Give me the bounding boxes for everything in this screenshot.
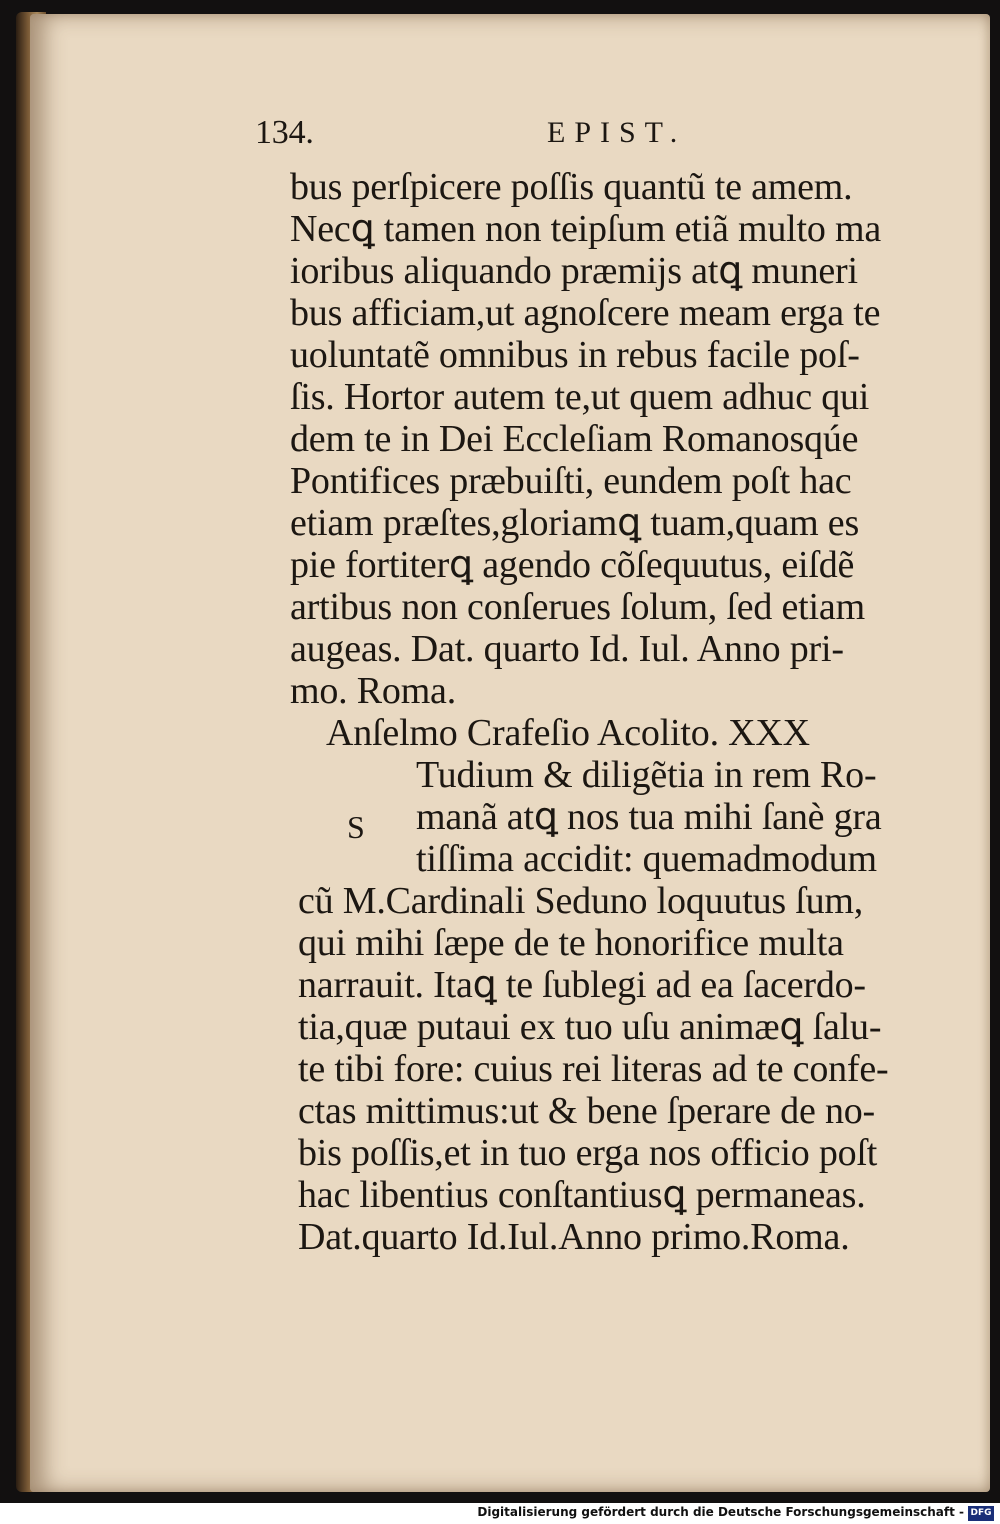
funding-credit: Digitalisierung gefördert durch die Deutsche Forschungsgemeinschaft - [477,1505,964,1519]
text-line: ioribus aliquando præmijs atꝗ muneri [290,250,858,292]
text-line: tia,quæ putaui ex tuo uſu animæꝗ ſalu- [298,1006,882,1048]
text-line: Dat.quarto Id.Iul.Anno primo.Roma. [298,1216,850,1258]
text-line: Pontifices præbuiſti, eundem poſt hac [290,460,852,502]
running-header: EPIST. [547,116,687,149]
text-line: narrauit. Itaꝗ te ſublegi ad ea ſacerdo- [298,964,866,1006]
text-line: ctas mittimus:ut & bene ſperare de no- [298,1090,876,1132]
text-line: etiam præſtes,gloriamꝗ tuam,quam es [290,502,860,544]
initial-letter: S [347,809,365,845]
text-line: cũ M.Cardinali Seduno loquutus ſum, [298,880,864,922]
text-line: artibus non conſerues ſolum, ſed etiam [290,586,865,628]
text-line: hac libentius conſtantiusꝗ permaneas. [298,1174,866,1216]
footer-bar [0,1503,1000,1524]
text-line: bus afficiam,ut agnoſcere meam erga te [290,292,881,334]
text-line: qui mihi ſæpe de te honorifice multa [298,922,844,964]
text-line: mo. Roma. [290,670,457,712]
text-line: bus perſpicere poſſis quantũ te amem. [290,166,853,208]
text-line: Tudium & diligẽtia in rem Ro- [416,754,877,796]
page-number: 134. [255,114,314,151]
letter-heading: Anſelmo Crafeſio Acolito. XXX [326,712,810,754]
text-line: pie fortiterꝗ agendo cõſequutus, eiſdẽ [290,544,855,586]
dfg-logo: DFG [968,1506,994,1521]
text-line: te tibi fore: cuius rei literas ad te confe- [298,1048,889,1090]
text-line: Necꝗ tamen non teipſum etiã multo ma [290,208,881,250]
text-line: bis poſſis,et in tuo erga nos officio poſt [298,1132,878,1174]
text-line: tiſſima accidit: quemadmodum [416,838,877,880]
text-line: ſis. Hortor autem te,ut quem adhuc qui [290,376,870,418]
text-line: manã atꝗ nos tua mihi ſanè gra [416,796,882,838]
text-line: uoluntatẽ omnibus in rebus facile poſ- [290,334,860,376]
text-line: dem te in Dei Eccleſiam Romanosqúe [290,418,859,460]
text-line: augeas. Dat. quarto Id. Iul. Anno pri- [290,628,844,670]
